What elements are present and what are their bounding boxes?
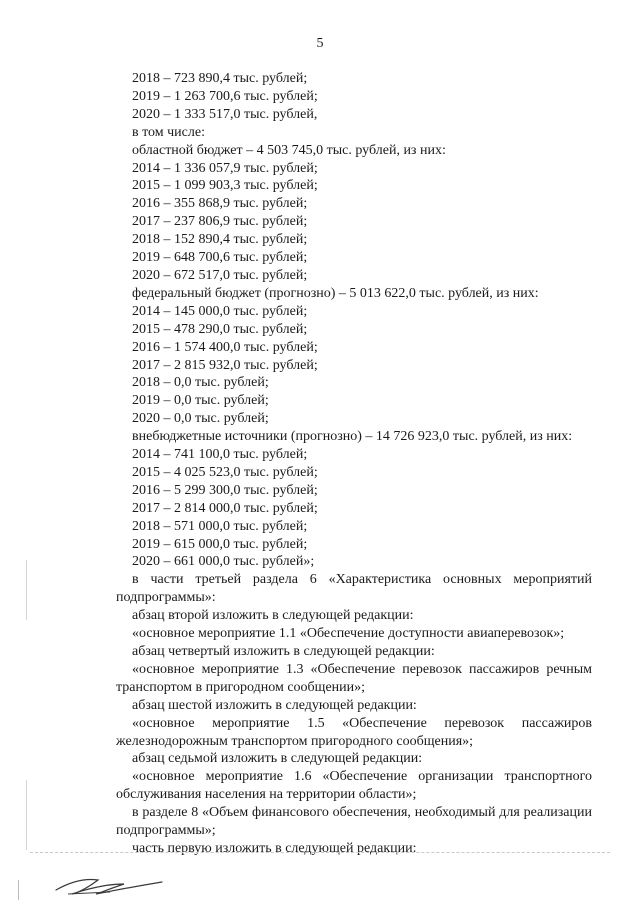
text-line: 2019 – 0,0 тыс. рублей; [132, 393, 269, 409]
paragraph: в разделе 8 «Объем финансового обеспечения, необходимый для реализации подпрограммы»; [116, 805, 592, 839]
text-line: 2020 – 0,0 тыс. рублей; [132, 411, 269, 427]
text-line: 2018 – 571 000,0 тыс. рублей; [132, 518, 308, 534]
text-line: внебюджетные источники (прогнозно) – 14 726 923,0 тыс. рублей, из них: [132, 429, 573, 445]
text-line: 2015 – 478 290,0 тыс. рублей; [132, 321, 308, 337]
text-line: 2014 – 1 336 057,9 тыс. рублей; [132, 160, 318, 176]
page-number: 5 [316, 36, 324, 51]
paragraph: абзац седьмой изложить в следующей редакции: [132, 751, 423, 767]
text-line: 2020 – 661 000,0 тыс. рублей»; [132, 554, 315, 570]
text-line: федеральный бюджет (прогнозно) – 5 013 622,0 тыс. рублей, из них: [132, 285, 539, 301]
paragraph: часть первую изложить в следующей редакции: [132, 840, 417, 856]
text-line: 2016 – 355 868,9 тыс. рублей; [132, 196, 308, 212]
text-line: 2015 – 4 025 523,0 тыс. рублей; [132, 464, 318, 480]
paragraph: в части третьей раздела 6 «Характеристика основных мероприятий подпрограммы»: [116, 572, 592, 606]
text-line: 2014 – 741 100,0 тыс. рублей; [132, 447, 308, 463]
text-line: областной бюджет – 4 503 745,0 тыс. рублей, из них: [132, 142, 446, 158]
text-line: 2018 – 152 890,4 тыс. рублей; [132, 232, 308, 248]
paragraph: «основное мероприятие 1.5 «Обеспечение перевозок пассажиров железнодорожным транспортом пригородного сообщения»; [116, 715, 592, 749]
paragraph: абзац второй изложить в следующей редакции: [132, 608, 414, 624]
text-line: 2020 – 672 517,0 тыс. рублей; [132, 267, 308, 283]
text-line: 2019 – 615 000,0 тыс. рублей; [132, 536, 308, 552]
text-line: 2019 – 1 263 700,6 тыс. рублей; [132, 88, 318, 104]
text-line: 2016 – 1 574 400,0 тыс. рублей; [132, 339, 318, 355]
scan-margin-mark [26, 780, 27, 850]
text-line: 2014 – 145 000,0 тыс. рублей; [132, 303, 308, 319]
paragraph: «основное мероприятие 1.6 «Обеспечение организации транспортного обслуживания населения на территории области»; [116, 769, 592, 803]
scan-margin-mark [18, 880, 19, 900]
page-divider [30, 852, 610, 853]
text-line: 2017 – 237 806,9 тыс. рублей; [132, 214, 308, 230]
paragraph: «основное мероприятие 1.1 «Обеспечение доступности авиаперевозок»; [132, 626, 565, 642]
scan-margin-mark [26, 560, 27, 620]
text-line: 2020 – 1 333 517,0 тыс. рублей, [132, 106, 318, 122]
text-line: 2017 – 2 814 000,0 тыс. рублей; [132, 500, 318, 516]
text-line: 2018 – 723 890,4 тыс. рублей; [132, 71, 308, 86]
document-body [116, 70, 592, 858]
text-line: 2017 – 2 815 932,0 тыс. рублей; [132, 357, 318, 373]
paragraph: абзац четвертый изложить в следующей редакции: [132, 644, 435, 659]
paragraph: абзац шестой изложить в следующей редакции: [132, 697, 417, 713]
text-line: 2018 – 0,0 тыс. рублей; [132, 375, 269, 391]
text-line: 2019 – 648 700,6 тыс. рублей; [132, 250, 308, 266]
text-line: 2016 – 5 299 300,0 тыс. рублей; [132, 482, 318, 498]
paragraph: «основное мероприятие 1.3 «Обеспечение перевозок пассажиров речным транспортом в пригородном сообщении»; [116, 661, 592, 695]
text-line: в том числе: [132, 124, 205, 140]
text-line: 2015 – 1 099 903,3 тыс. рублей; [132, 178, 318, 194]
signature-mark [50, 864, 170, 900]
